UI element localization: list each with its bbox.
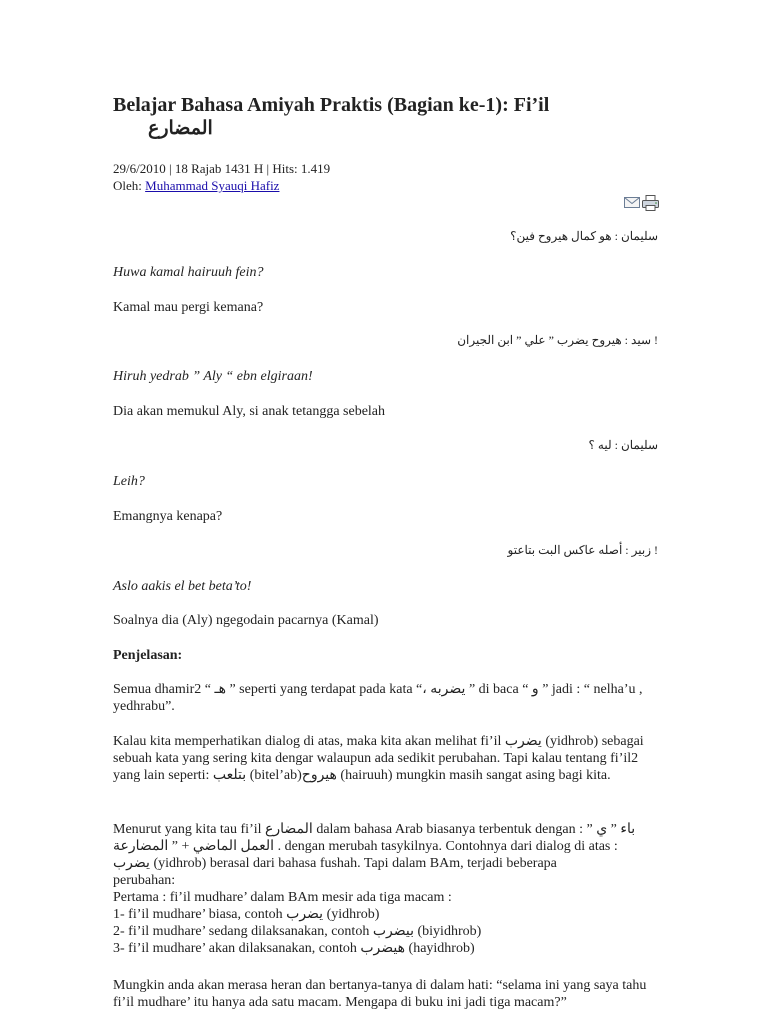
dialog-arabic-3: سليمان : ليه ؟ [588, 438, 658, 452]
dialog-translit-3: Leih? [113, 474, 145, 489]
list-item: 1- fi’il mudhare’ biasa, contoh يضرب (yidhrob) [113, 907, 380, 922]
author-link[interactable]: Muhammad Syauqi Hafiz [145, 178, 280, 193]
article-byline [113, 178, 279, 194]
dialog-meaning-2: Dia akan memukul Aly, si anak tetangga sebelah [113, 404, 386, 419]
dialog-meaning-1: Kamal mau pergi kemana? [113, 300, 264, 315]
author-prefix: Oleh: [113, 178, 142, 193]
article-title-arabic: المضارع [148, 118, 213, 139]
paragraph-3-line-1: Menurut yang kita tau fi’il المضارع dalam bahasa Arab biasanya terbentuk dengan : ” باء ” ي [113, 822, 636, 837]
paragraph-3-line-3: يضرب (yidhrob) berasal dari bahasa fushah. Tapi dalam BAm, terjadi beberapa [113, 856, 557, 871]
dialog-translit-1: Huwa kamal hairuuh fein? [113, 265, 264, 280]
envelope-icon[interactable] [624, 195, 640, 216]
dialog-meaning-4: Soalnya dia (Aly) ngegodain pacarnya (Kamal) [113, 613, 379, 628]
article-tools [624, 195, 659, 216]
paragraph-3-line-2: العمل الماضي + ” المضارعة . dengan merubah tasykilnya. Contohnya dari dialog di atas : [113, 839, 618, 854]
list-item: 2- fi’il mudhare’ sedang dilaksanakan, contoh بيضرب (biyidhrob) [113, 924, 482, 939]
dialog-arabic-2: ! سيد : هيروح يضرب ” علي ” ابن الجيران [457, 333, 658, 347]
printer-icon[interactable] [642, 195, 659, 216]
dialog-arabic-4: ! زبير : أصله عاكس البت بتاعتو [507, 543, 658, 557]
dialog-translit-2: Hiruh yedrab ” Aly “ ebn elgiraan! [113, 369, 313, 384]
explanation-heading: Penjelasan: [113, 648, 183, 663]
paragraph-3-line-5: Pertama : fi’il mudhare’ dalam BAm mesir ada tiga macam : [113, 890, 452, 905]
dialog-translit-4: Aslo aakis el bet beta’to! [113, 579, 252, 594]
article-meta: 29/6/2010 | 18 Rajab 1431 H | Hits: 1.419 [113, 161, 331, 176]
explanation-paragraph-4: Mungkin anda akan merasa heran dan bertanya-tanya di dalam hati: “selama ini yang saya tahu fi’il mudhare’ itu hanya ada satu macam. Mengapa di buku ini jadi tiga macam?” [113, 978, 647, 1010]
explanation-paragraph-3 [113, 821, 658, 957]
article-title: Belajar Bahasa Amiyah Praktis (Bagian ke-1): Fi’il [113, 94, 550, 116]
explanation-paragraph-2: Kalau kita memperhatikan dialog di atas, maka kita akan melihat fi’il يضرب (yidhrob) sebagai sebuah kata yang sering kita dengar walaupun ada sedikit perubahan. Tapi kalau tentang fi’il2 yang lain seperti: بتلعب (bitel’ab)هيروح (hairuuh) mungkin masih sangat asing bagi kita. [113, 734, 644, 783]
paragraph-3-line-4: perubahan: [113, 873, 176, 888]
explanation-paragraph-1: Semua dhamir2 “ هـ ” seperti yang terdapat pada kata “، يضربه ” di baca “ و ” jadi : “ nelha’u , yedhrabu”. [113, 682, 643, 714]
dialog-meaning-3: Emangnya kenapa? [113, 509, 223, 524]
list-item: 3- fi’il mudhare’ akan dilaksanakan, contoh هيضرب (hayidhrob) [113, 941, 475, 956]
dialog-arabic-1: سليمان : هو كمال هيروح فين؟ [510, 229, 658, 243]
